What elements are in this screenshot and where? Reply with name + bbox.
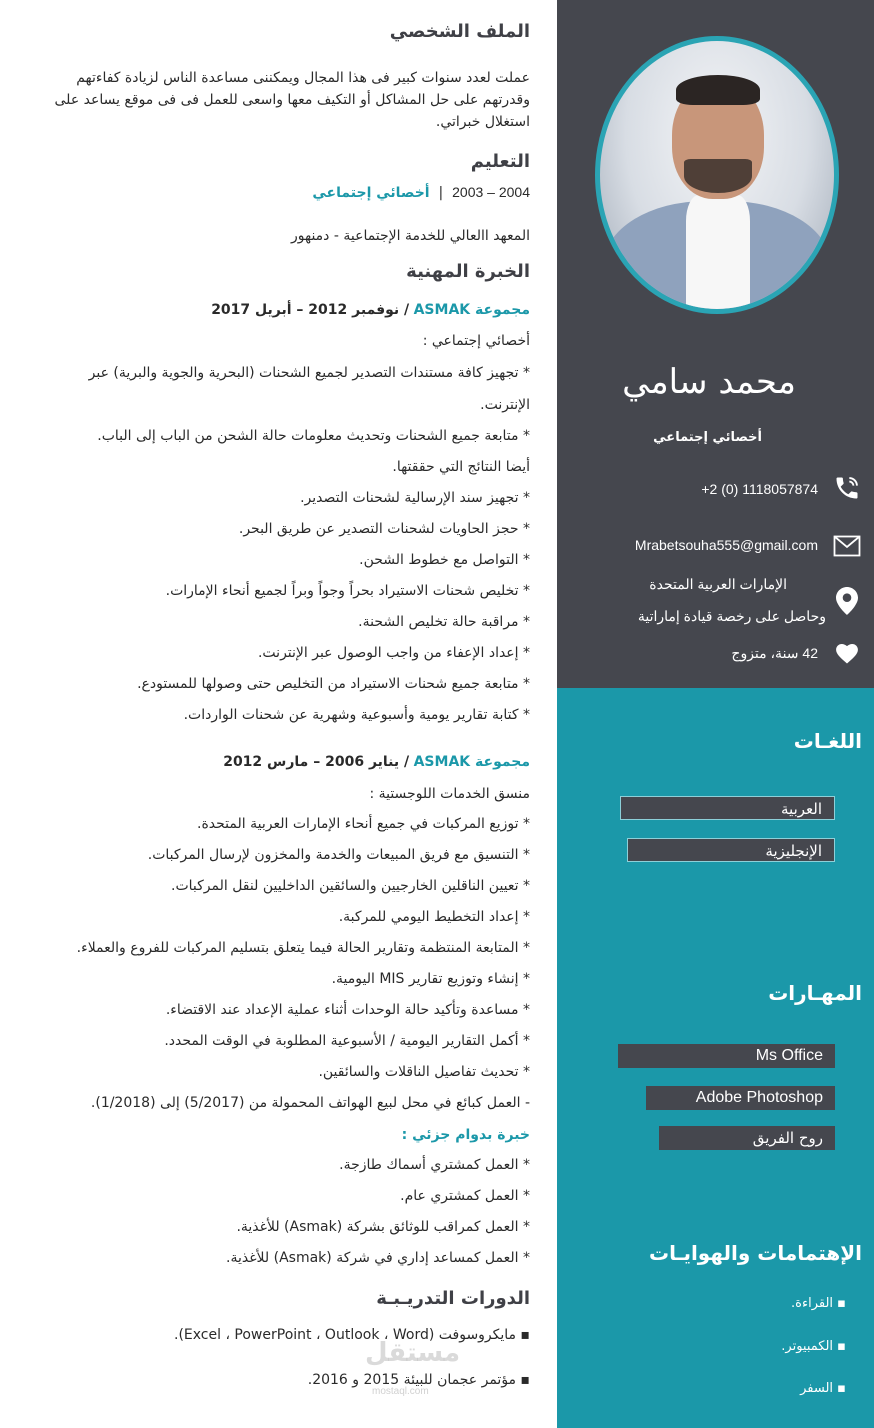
job-duty: - العمل كبائع في محل لبيع الهواتف المحمولة من (5/2017) إلى (1/2018). [90,1095,530,1111]
job-header [223,754,530,770]
job-duty: الإنترنت. [480,397,530,413]
job-duty: * تعيين الناقلين الخارجيين والسائقين الداخليين لنقل المركبات. [171,878,530,894]
heart-icon [832,639,862,669]
age-marital-status: 42 سنة، متزوج [731,645,818,661]
course-item: ▪ مؤتمر عجمان للبيئة 2015 و 2016. [307,1372,530,1388]
job-duty: * التنسيق مع فريق المبيعات والخدمة والمخزون لإرسال المركبات. [147,847,530,863]
job-duty: * تجهيز كافة مستندات التصدير لجميع الشحنات (البحرية والجوية والبرية) عبر [88,365,530,381]
hobby-item: ▪ السفر [800,1381,846,1396]
language-item: العربية [620,796,835,820]
location-pin-icon [832,586,862,616]
skills-title: المهـارات [768,981,862,1005]
job-duty: * إنشاء وتوزيع تقارير MIS اليومية. [331,971,530,987]
job-duty: * مساعدة وتأكيد حالة الوحدات أثناء عملية الإعداد عند الاقتضاء. [165,1002,530,1018]
part-time-title: خبرة بدوام جزئي : [401,1127,530,1143]
part-time-item: * العمل كمشتري أسماك طازجة. [339,1157,530,1173]
job-period: / يناير 2006 – مارس 2012 [223,754,410,770]
part-time-item: * العمل كمساعد إداري في شركة (Asmak) للأغذية. [226,1250,530,1266]
watermark-url: mostaql.com [372,1386,429,1397]
job-duty: * توزيع المركبات في جميع أنحاء الإمارات العربية المتحدة. [197,816,530,832]
watermark-logo: مستقل [365,1338,461,1368]
summary-line: استغلال خبراتي. [435,114,530,130]
person-name: محمد سامي [622,362,796,402]
languages-title: اللغـات [793,729,862,753]
skill-item: Adobe Photoshop [646,1086,835,1110]
job-duty: * متابعة جميع الشحنات وتحديث معلومات حالة الشحن من الباب إلى الباب. [97,428,530,444]
job-duty: أيضا النتائج التي حققتها. [392,459,530,475]
education-separator: | [438,185,444,201]
job-duty: * إعداد الإعفاء من واجب الوصول عبر الإنترنت. [257,645,530,661]
phone-number[interactable]: +2 (0) 1118057874 [701,481,818,497]
phone-icon [832,473,862,503]
job-duty: * أكمل التقارير اليومية / الأسبوعية المطلوبة في الوقت المحدد. [164,1033,530,1049]
job-duty: * تخليص شحنات الاستيراد بحراً وجواً وبراً لجميع أنحاء الإمارات. [165,583,530,599]
experience-title: الخبرة المهنية [406,261,530,282]
skill-item: روح الفريق [659,1126,835,1150]
hobbies-title: الإهتمامات والهوايـات [649,1241,862,1265]
driving-license: وحاصل على رخصة قيادة إماراتية [637,608,826,624]
skill-item: Ms Office [618,1044,835,1068]
education-degree: أخصائي إجتماعي [312,185,430,201]
job-period: / نوفمبر 2012 – أبريل 2017 [211,302,410,318]
job-duty: * تجهيز سند الإرسالية لشحنات التصدير. [300,490,530,506]
job-duty: * حجز الحاويات لشحنات التصدير عن طريق البحر. [238,521,530,537]
job-duty: * مراقبة حالة تخليص الشحنة. [358,614,530,630]
summary-line: عملت لعدد سنوات كبير فى هذا المجال ويمكننى مساعدة الناس لزيادة كفاءتهم [76,70,530,86]
job-duty: * إعداد التخطيط اليومي للمركبة. [338,909,530,925]
location-country: الإمارات العربية المتحدة [649,576,787,592]
job-duty: * التواصل مع خطوط الشحن. [359,552,530,568]
person-job-title: أخصائي إجتماعي [653,430,762,445]
job-role: منسق الخدمات اللوجستية : [369,786,530,802]
summary-line: وقدرتهم على حل المشاكل أو التكيف معها واسعى للعمل فى فى موقع يساعد على [54,92,530,108]
job-duty: * متابعة جميع شحنات الاستيراد من التخليص حتى وصولها للمستودع. [137,676,530,692]
job-company: مجموعة ASMAK [413,754,530,770]
job-company: مجموعة ASMAK [413,302,530,318]
hobby-item: ▪ القراءة. [791,1296,846,1311]
education-row [312,184,530,201]
email-address[interactable]: Mrabetsouha555@gmail.com [634,537,818,553]
job-header [211,302,530,318]
language-item: الإنجليزية [627,838,835,862]
job-duty: * المتابعة المنتظمة وتقارير الحالة فيما يتعلق بتسليم المركبات للفروع والعملاء. [76,940,530,956]
education-institute: المعهد االعالي للخدمة الإجتماعية - دمنهور [291,228,530,244]
course-item: ▪ مايكروسوفت (Excel ، PowerPoint ، Outlook ، Word). [174,1327,530,1343]
hobby-item: ▪ الكمبيوتر. [781,1339,846,1354]
courses-title: الدورات التدريـبـة [376,1288,530,1309]
profile-photo [595,36,839,314]
part-time-item: * العمل كمشتري عام. [400,1188,530,1204]
job-duty: * تحديث تفاصيل الناقلات والسائقين. [318,1064,530,1080]
education-years: 2003 – 2004 [452,184,530,200]
mail-icon [832,531,862,561]
job-role: أخصائي إجتماعي : [422,333,530,349]
job-duty: * كتابة تقارير يومية وأسبوعية وشهرية عن شحنات الواردات. [183,707,530,723]
education-title: التعليم [470,151,530,172]
part-time-item: * العمل كمراقب للوثائق بشركة (Asmak) للأغذية. [236,1219,530,1235]
summary-title: الملف الشخصي [389,21,530,42]
sidebar [557,0,874,1428]
